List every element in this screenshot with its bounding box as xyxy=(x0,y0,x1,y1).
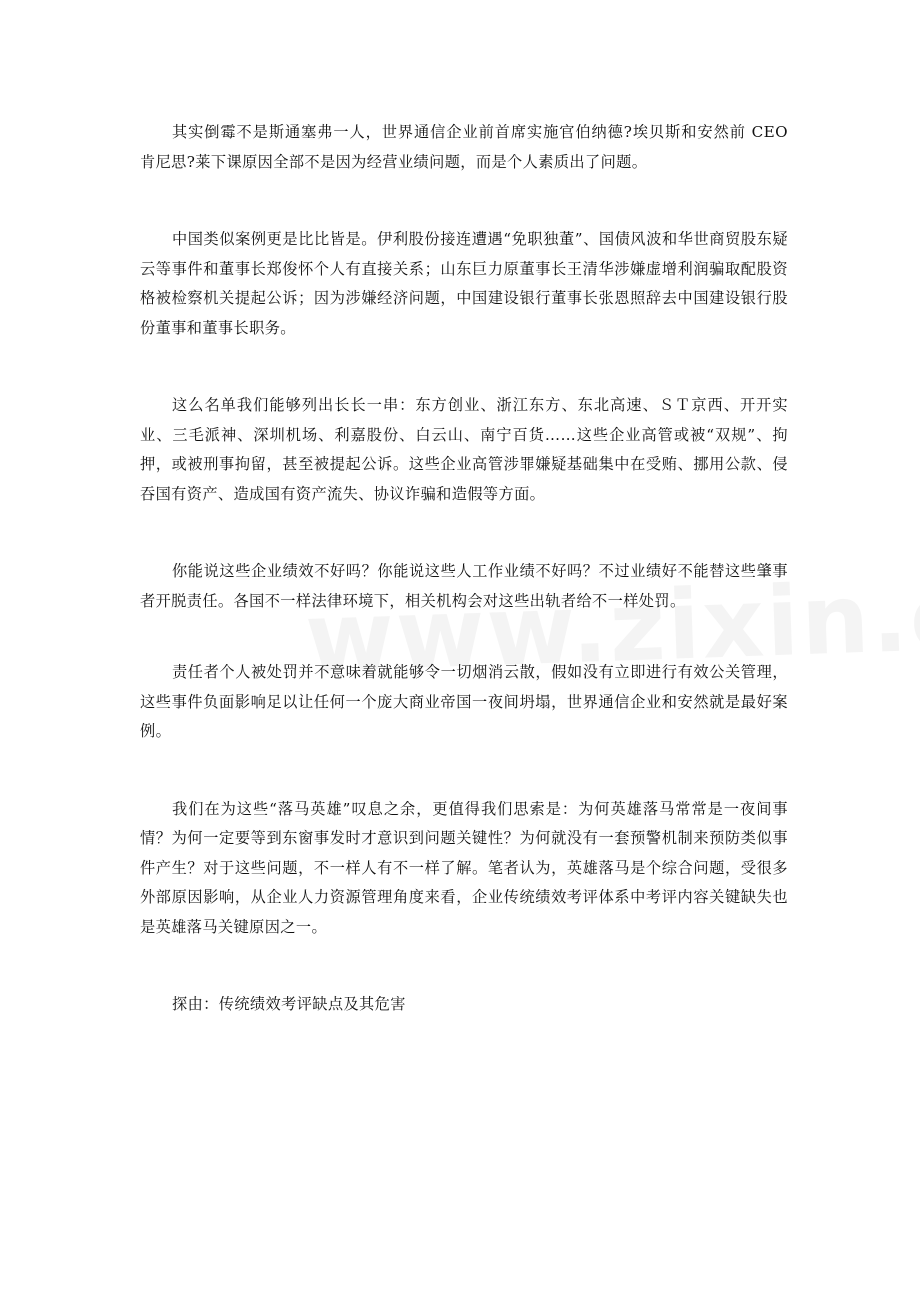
document-body xyxy=(140,118,788,1068)
paragraph-6: 我们在为这些“落马英雄”叹息之余，更值得我们思索是：为何英雄落马常常是一夜间事情？为何一定要等到东窗事发时才意识到问题关键性？为何就没有一套预警机制来预防类似事件产生？对于这些问题，不一样人有不一样了解。笔者认为，英雄落马是个综合问题，受很多外部原因影响，从企业人力资源管理角度来看，企业传统绩效考评体系中考评内容关键缺失也是英雄落马关键原因之一。 xyxy=(140,799,788,936)
paragraph-5: 责任者个人被处罚并不意味着就能够令一切烟消云散，假如没有立即进行有效公关管理，这些事件负面影响足以让任何一个庞大商业帝国一夜间坍塌，世界通信企业和安然就是最好案例。 xyxy=(140,663,788,740)
section-heading: 探由：传统绩效考评缺点及其危害 xyxy=(172,995,406,1013)
paragraph-4: 你能说这些企业绩效不好吗？你能说这些人工作业绩不好吗？不过业绩好不能替这些肇事者开脱责任。各国不一样法律环境下，相关机构会对这些出轨者给不一样处罚。 xyxy=(140,562,788,610)
paragraph-3: 这么名单我们能够列出长长一串：东方创业、浙江东方、东北高速、ＳＴ京西、开开实业、三毛派神、深圳机场、利嘉股份、白云山、南宁百货……这些企业高管或被“双规”、拘押，或被刑事拘留，甚至被提起公诉。这些企业高管涉罪嫌疑基础集中在受贿、挪用公款、侵吞国有资产、造成国有资产流失、协议诈骗和造假等方面。 xyxy=(140,396,788,503)
paragraph-1: 其实倒霉不是斯通塞弗一人，世界通信企业前首席实施官伯纳德?埃贝斯和安然前 CEO 肯尼思?莱下课原因全部不是因为经营业绩问题，而是个人素质出了问题。 xyxy=(140,123,788,171)
paragraph-2: 中国类似案例更是比比皆是。伊利股份接连遭遇“免职独董”、国债风波和华世商贸股东疑云等事件和董事长郑俊怀个人有直接关系；山东巨力原董事长王清华涉嫌虚增利润骗取配股资格被检察机关提起公诉；因为涉嫌经济问题，中国建设银行董事长张恩照辞去中国建设银行股份董事和董事长职务。 xyxy=(140,230,788,337)
